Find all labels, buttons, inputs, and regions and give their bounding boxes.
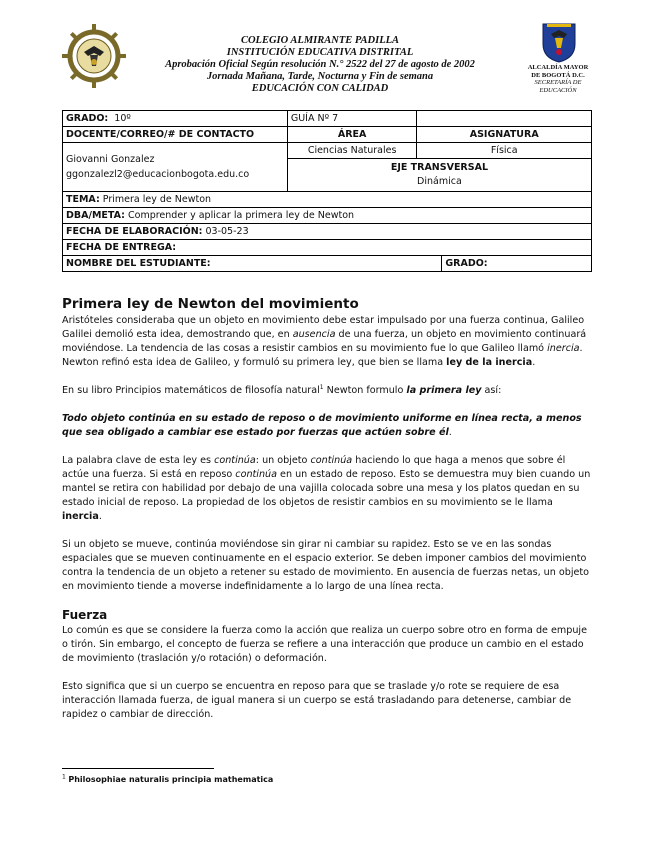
- footnote-ref: 1: [319, 383, 324, 391]
- institution-name: INSTITUCIÓN EDUCATIVA DISTRITAL: [226, 47, 414, 58]
- paragraph-motion: Si un objeto se mueve, continúa moviéndose sin girar ni cambiar su rapidez. Esto se ve en las sondas espaciales que se mueven continuamente en el espacio exterior. Se deben imponer cambios del movimiento contra la tendencia de un objeto a retener su estado de movimiento. En ausencia de fuerzas netas, un objeto en movimiento tiende a moverse indefinidamente a lo largo de una línea recta.: [62, 539, 590, 592]
- elaboracion-row: [63, 224, 592, 240]
- paragraph-force-meaning: Esto significa que si un cuerpo se encuentra en reposo para que se traslade y/o rote se requiere de esa interacción llamada fuerza, de igual manera si un cuerpo se está trasladando para detenerse, cambiar de rapidez o cambiar de dirección.: [62, 681, 572, 720]
- tema-value: Primera ley de Newton: [102, 194, 212, 205]
- teacher-cell: [63, 143, 288, 192]
- first-law-statement: Todo objeto continúa en su estado de reposo o de movimiento uniforme en línea recta, a menos que sea obligado a cambiar ese estado por fuerzas que actúen sobre él.: [62, 413, 582, 438]
- eje-label: EJE TRANSVERSAL: [390, 162, 488, 173]
- guide-info-table: [62, 110, 592, 272]
- section-title: Primera ley de Newton del movimiento: [62, 296, 359, 312]
- alcaldia-line-2: DE BOGOTÁ D.C.: [531, 71, 585, 79]
- entrega-row: FECHA DE ENTREGA:: [63, 240, 592, 256]
- alcaldia-line-4: EDUCACIÓN: [539, 86, 577, 94]
- grado-label: GRADO:: [66, 113, 109, 124]
- school-crest-icon: [60, 22, 128, 90]
- school-header-text: [150, 35, 490, 95]
- dba-value: Comprender y aplicar la primera ley de Newton: [128, 210, 355, 221]
- asignatura-label: ASIGNATURA: [417, 127, 592, 143]
- guide-content: [62, 296, 592, 736]
- approval-line: Aprobación Oficial Según resolución N.° 2522 del 27 de agosto de 2002: [165, 59, 475, 70]
- footnote-text: Philosophiae naturalis principia mathematica: [68, 775, 274, 784]
- asignatura-value: Física: [417, 143, 592, 159]
- grado-cell: [63, 111, 288, 127]
- estudiante-label: NOMBRE DEL ESTUDIANTE:: [63, 256, 442, 272]
- docente-label: DOCENTE/CORREO/# DE CONTACTO: [63, 127, 288, 143]
- empty-cell: [417, 111, 592, 127]
- guia-cell: GUÍA Nº 7: [287, 111, 417, 127]
- dba-label: DBA/META:: [66, 210, 125, 221]
- motto-line: EDUCACIÓN CON CALIDAD: [251, 83, 389, 94]
- area-value: Ciencias Naturales: [287, 143, 417, 159]
- area-label: ÁREA: [287, 127, 417, 143]
- eje-value: Dinámica: [417, 176, 462, 187]
- grado2-label: GRADO:: [442, 256, 592, 272]
- elaboracion-label: FECHA DE ELABORACIÓN:: [66, 226, 203, 237]
- paragraph-principia: En su libro Principios matemáticos de filosofía natural$^1$ Newton formulo la primera ley así:: [62, 383, 502, 396]
- alcaldia-line-3: SECRETARÍA DE: [534, 79, 582, 86]
- teacher-name: Giovanni Gonzalez: [66, 154, 155, 165]
- footnote-divider: [62, 768, 214, 769]
- bogota-shield-icon: [539, 20, 579, 64]
- dba-row: [63, 208, 592, 224]
- tema-row: [63, 192, 592, 208]
- document-header: [55, 20, 600, 108]
- paragraph-inertia: Aristóteles consideraba que un objeto en movimiento debe estar impulsado por una fuerza continua, Galileo Galilei demolió esta idea, demostrando que, en ausencia de una fuerza, un objeto en movimiento continuará moviéndose. La tendencia de las cosas a resistir cambios en su movimiento fue lo que Galileo llamó inercia. Newton refinó esta idea de Galileo, y formuló su primera ley, que bien se llama ley de la inercia.: [62, 315, 587, 368]
- eje-cell: [287, 159, 591, 192]
- teacher-email: ggonzalezl2@educacionbogota.edu.co: [66, 169, 250, 180]
- school-name: COLEGIO ALMIRANTE PADILLA: [240, 35, 400, 46]
- schedule-line: Jornada Mañana, Tarde, Nocturna y Fin de semana: [206, 71, 434, 82]
- fuerza-title: Fuerza: [62, 608, 108, 622]
- footnote-number: 1: [62, 773, 66, 781]
- footnote: [62, 775, 273, 784]
- elaboracion-value: 03-05-23: [205, 226, 249, 237]
- grado-value: 10º: [114, 113, 131, 124]
- alcaldia-line-1: ALCALDÍA MAYOR: [527, 64, 589, 71]
- alcaldia-text: [513, 64, 603, 94]
- paragraph-force-definition: Lo común es que se considere la fuerza como la acción que realiza un cuerpo sobre otro en forma de empuje o tirón. Sin embargo, el concepto de fuerza se refiere a una interacción que produce un cambio en el estado de movimiento (traslación y/o rotación) o deformación.: [62, 625, 587, 664]
- paragraph-continua: La palabra clave de esta ley es continúa: un objeto continúa haciendo lo que haga a menos que sobre él actúe una fuerza. Si está en reposo continúa en un estado de reposo. Esto se demuestra muy bien cuando un mantel se retira con habilidad por debajo de una vajilla colocada sobre una mesa y los platos quedan en su estado inicial de reposo. La propiedad de los objetos de resistir cambios en su movimiento se le llama inercia.: [62, 455, 591, 522]
- tema-label: TEMA:: [66, 194, 100, 205]
